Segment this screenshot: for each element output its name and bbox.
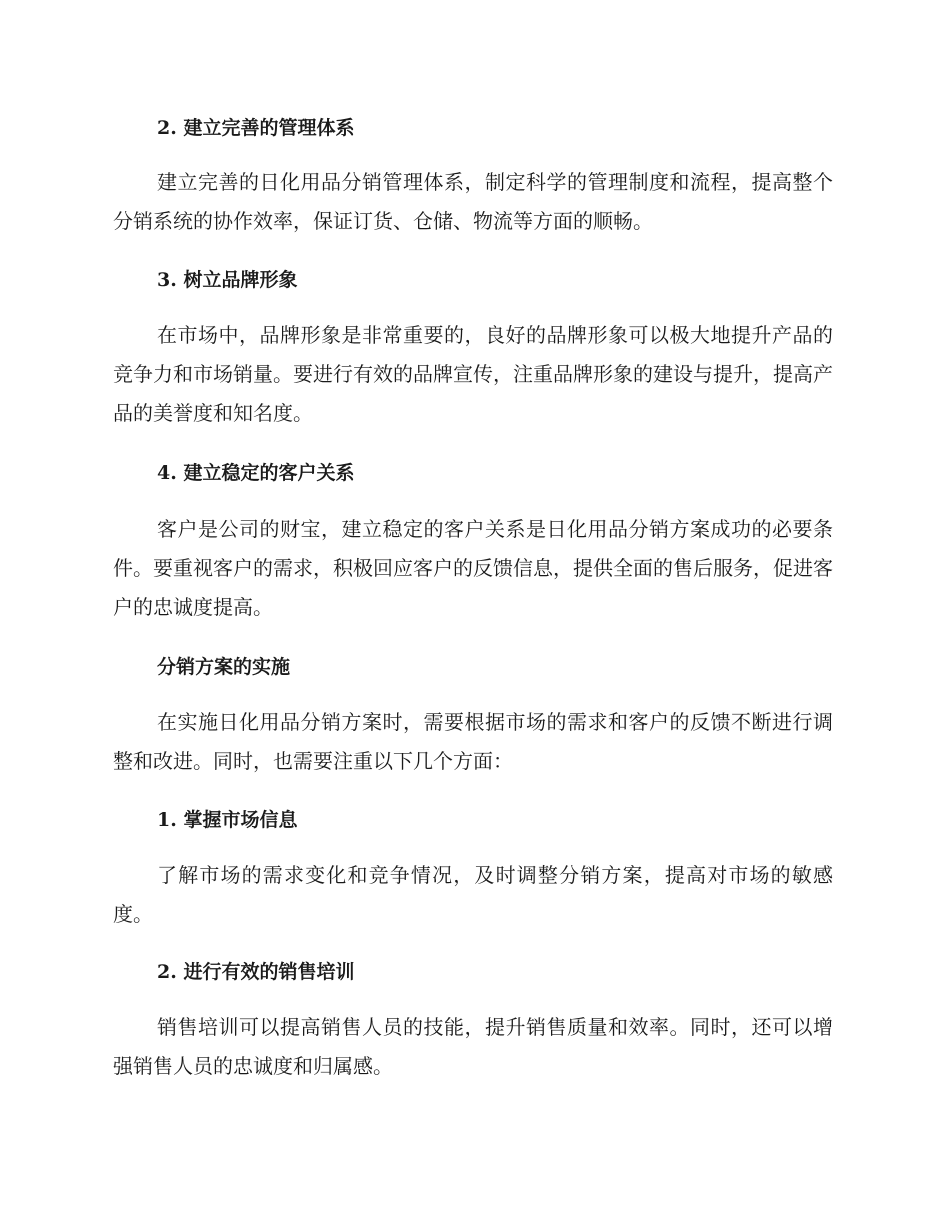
paragraph-management-system: 建立完善的日化用品分销管理体系，制定科学的管理制度和流程，提高整个分销系统的协作效率，保证订货、仓储、物流等方面的顺畅。	[113, 170, 833, 233]
paragraph-implementation: 在实施日化用品分销方案时，需要根据市场的需求和客户的反馈不断进行调整和改进。同时，也需要注重以下几个方面：	[113, 710, 833, 773]
section-heading-customer-relations: 4. 建立稳定的客户关系	[157, 462, 355, 484]
paragraph-customer-relations: 客户是公司的财宝，建立稳定的客户关系是日化用品分销方案成功的必要条件。要重视客户的需求，积极回应客户的反馈信息，提供全面的售后服务，促进客户的忠诚度提高。	[113, 517, 833, 619]
paragraph-market-info: 了解市场的需求变化和竞争情况，及时调整分销方案，提高对市场的敏感度。	[113, 863, 833, 926]
section-heading-implementation: 分销方案的实施	[157, 656, 291, 678]
section-heading-brand-image: 3. 树立品牌形象	[157, 269, 298, 291]
paragraph-brand-image: 在市场中，品牌形象是非常重要的，良好的品牌形象可以极大地提升产品的竞争力和市场销量。要进行有效的品牌宣传，注重品牌形象的建设与提升，提高产品的美誉度和知名度。	[113, 323, 833, 425]
section-heading-sales-training: 2. 进行有效的销售培训	[157, 961, 355, 983]
section-heading-management-system: 2. 建立完善的管理体系	[157, 117, 355, 139]
section-heading-market-info: 1. 掌握市场信息	[157, 809, 298, 831]
paragraph-sales-training: 销售培训可以提高销售人员的技能，提升销售质量和效率。同时，还可以增强销售人员的忠诚度和归属感。	[113, 1015, 833, 1078]
